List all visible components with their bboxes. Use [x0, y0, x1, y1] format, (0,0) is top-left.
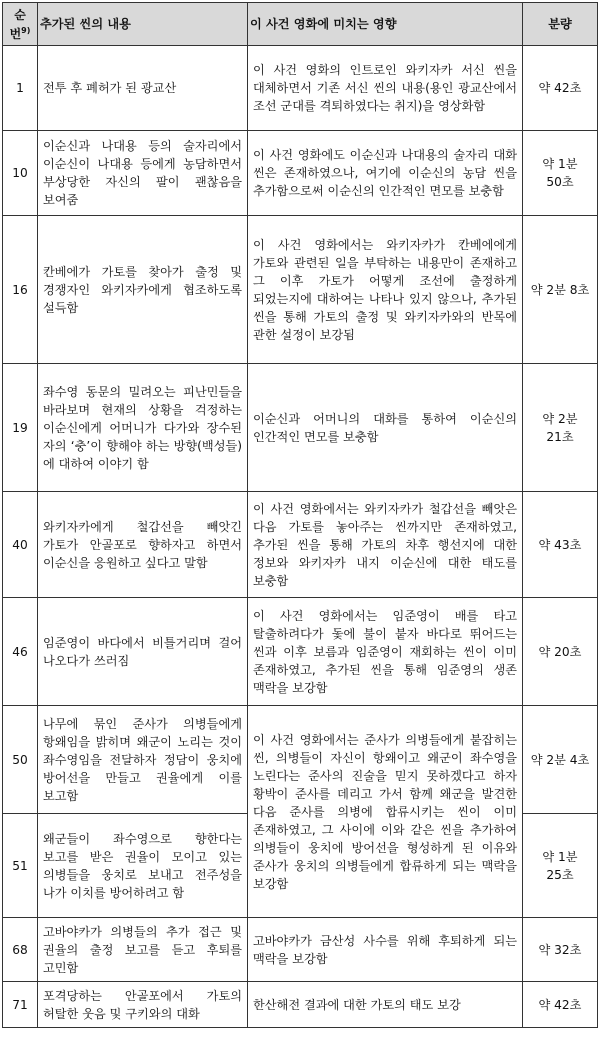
added-scene-text: 왜군들이 좌수영으로 향한다는 보고를 받은 권율이 모이고 있는 의병들을 웅치로 보내고 전주성을 나가 이치를 방어하려고 함 — [38, 814, 248, 918]
table-row — [3, 918, 598, 982]
table-row — [3, 364, 598, 492]
header-duration: 분량 — [523, 3, 598, 46]
effect-text: 한산해전 결과에 대한 가토의 태도 보강 — [248, 982, 523, 1028]
added-scene-text: 포격당하는 안골포에서 가토의 허탈한 웃음 및 구키와의 대화 — [38, 982, 248, 1028]
effect-text: 이 사건 영화에도 이순신과 나대용의 술자리 대화 씬은 존재하였으나, 여기에 이순신의 농담 씬을 추가함으로써 이순신의 인간적인 면모를 보충함 — [248, 131, 523, 216]
table-row — [3, 216, 598, 364]
duration: 약 43초 — [523, 492, 598, 598]
added-scene-text: 전투 후 폐허가 된 광교산 — [38, 46, 248, 131]
row-number: 71 — [3, 982, 38, 1028]
row-number: 16 — [3, 216, 38, 364]
effect-text: 이순신과 어머니의 대화를 통하여 이순신의 인간적인 면모를 보충함 — [248, 364, 523, 492]
row-number: 50 — [3, 706, 38, 814]
row-number: 46 — [3, 598, 38, 706]
added-scene-text: 임준영이 바다에서 비틀거리며 걸어 나오다가 쓰러짐 — [38, 598, 248, 706]
duration: 약 2분 21초 — [523, 364, 598, 492]
table-row — [3, 131, 598, 216]
header-number: 순 번$^{9)}$ — [3, 3, 38, 46]
effect-text: 이 사건 영화의 인트로인 와키자카 서신 씬을 대체하면서 기존 서신 씬의 내용(용인 광교산에서 조선 군대를 격퇴하였다는 취지)을 영상화함 — [248, 46, 523, 131]
table-header-row — [3, 3, 598, 46]
table-row — [3, 46, 598, 131]
header-effect: 이 사건 영화에 미치는 영향 — [248, 3, 523, 46]
added-scene-text: 와키자카에게 철갑선을 빼앗긴 가토가 안골포로 향하자고 하면서 이순신을 응원하고 싶다고 말함 — [38, 492, 248, 598]
effect-text: 이 사건 영화에서는 임준영이 배를 타고 탈출하려다가 돛에 불이 붙자 바다로 뛰어드는 씬과 이후 보름과 임준영이 재회하는 씬이 이미 존재하였고, 추가된 씬을 통해 임준영의 생존 맥락을 보강함 — [248, 598, 523, 706]
added-scene-text: 좌수영 동문의 밀려오는 피난민들을 바라보며 현재의 상황을 걱정하는 이순신에게 어머니가 다가와 장수된 자의 ‘충’이 향해야 하는 방향(백성들)에 대하여 이야기 함 — [38, 364, 248, 492]
added-scene-text: 나무에 묶인 준사가 의병들에게 항왜임을 밝히며 왜군이 노리는 것이 좌수영임을 전달하자 정담이 웅치에 방어선을 만들고 권율에게 이를 보고함 — [38, 706, 248, 814]
header-added-scene: 추가된 씬의 내용 — [38, 3, 248, 46]
duration: 약 20초 — [523, 598, 598, 706]
duration: 약 42초 — [523, 982, 598, 1028]
table-row — [3, 492, 598, 598]
row-number: 10 — [3, 131, 38, 216]
table-row — [3, 706, 598, 814]
row-number: 40 — [3, 492, 38, 598]
added-scenes-table — [2, 2, 598, 1028]
added-scene-text: 칸베에가 가토를 찾아가 출정 및 경쟁자인 와키자카에게 협조하도록 설득함 — [38, 216, 248, 364]
row-number: 19 — [3, 364, 38, 492]
table-row — [3, 598, 598, 706]
effect-text: 이 사건 영화에서는 준사가 의병들에게 붙잡히는 씬, 의병들이 자신이 항왜이고 왜군이 좌수영을 노린다는 준사의 진술을 믿지 못하겠다고 하자 황박이 준사를 데리고 가서 함께 왜군을 발견한 다음 준사를 의병에 합류시키는 씬이 이미 존재하였고, 그 사이에 이와 같은 씬을 추가하여 의병들이 웅치에 방어선을 형성하게 된 이유와 준사가 웅치의 의병들에게 합류하게 되는 맥락을 보강함 — [248, 706, 523, 918]
duration: 약 1분 25초 — [523, 814, 598, 918]
effect-text: 이 사건 영화에서는 와키자카가 칸베에에게 가토와 관련된 일을 부탁하는 내용만이 존재하고 그 이후 가토가 어떻게 조선에 출정하게 되었는지에 대하여는 나타나 있지 않으나, 추가된 씬을 통해 가토의 출정 및 와키자카와의 반목에 관한 설정이 보강됨 — [248, 216, 523, 364]
added-scene-text: 이순신과 나대용 등의 술자리에서 이순신이 나대용 등에게 농담하면서 부상당한 자신의 팔이 괜찮음을 보여줌 — [38, 131, 248, 216]
duration: 약 2분 8초 — [523, 216, 598, 364]
duration: 약 42초 — [523, 46, 598, 131]
duration: 약 2분 4초 — [523, 706, 598, 814]
row-number: 1 — [3, 46, 38, 131]
effect-text: 이 사건 영화에서는 와키자카가 철갑선을 빼앗은 다음 가토를 놓아주는 씬까지만 존재하였고, 추가된 씬을 통해 가토의 차후 행선지에 대한 정보와 와키자카 내지 이순신에 대한 태도를 보충함 — [248, 492, 523, 598]
table-row — [3, 982, 598, 1028]
effect-text: 고바야카가 금산성 사수를 위해 후퇴하게 되는 맥락을 보강함 — [248, 918, 523, 982]
added-scene-text: 고바야카가 의병들의 추가 접근 및 권율의 출정 보고를 듣고 후퇴를 고민함 — [38, 918, 248, 982]
row-number: 51 — [3, 814, 38, 918]
duration: 약 1분 50초 — [523, 131, 598, 216]
duration: 약 32초 — [523, 918, 598, 982]
row-number: 68 — [3, 918, 38, 982]
